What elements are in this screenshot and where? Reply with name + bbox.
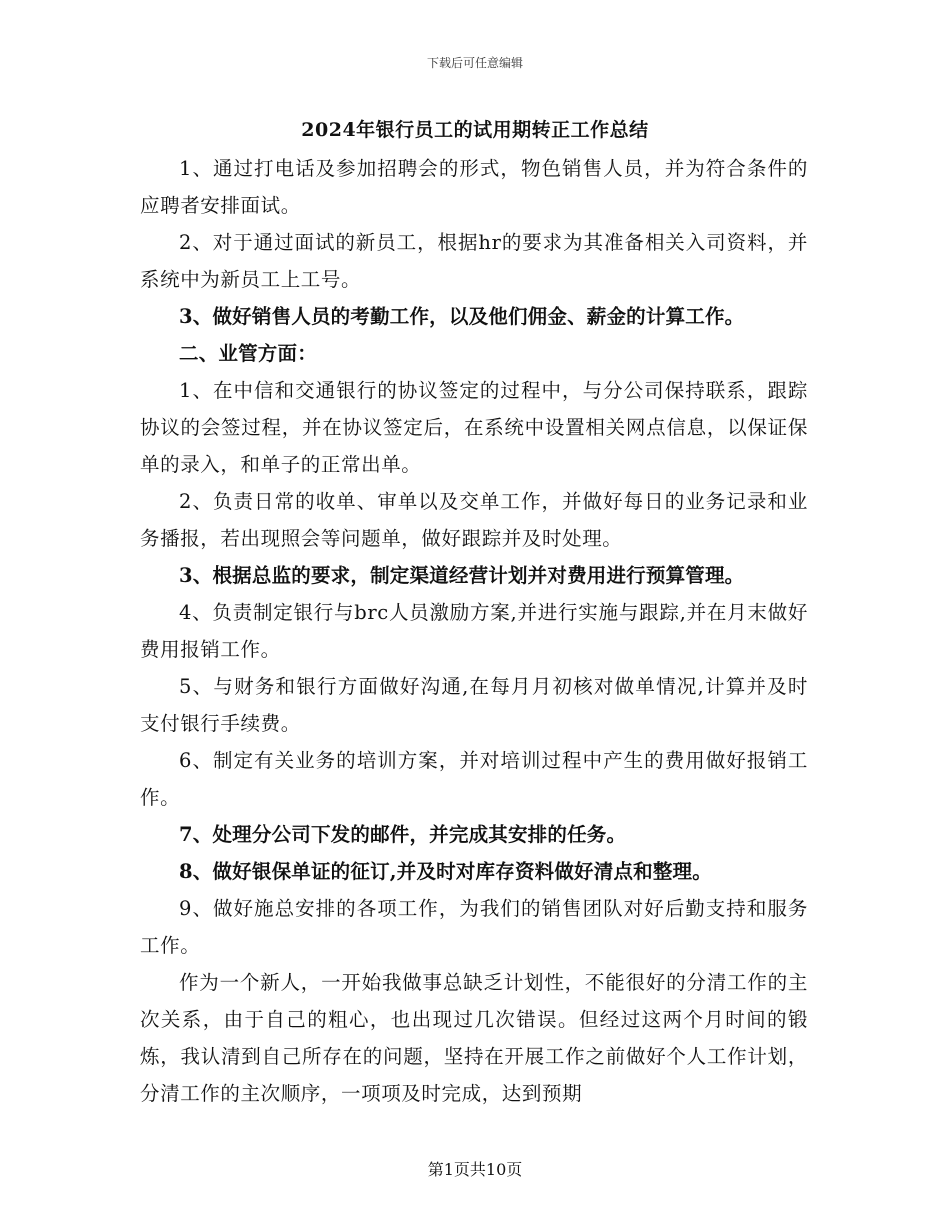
paragraph: 4、负责制定银行与brc人员激励方案,并进行实施与跟踪,并在月末做好费用报销工作。: [140, 601, 808, 661]
paragraph: 7、处理分公司下发的邮件，并完成其安排的任务。: [179, 823, 627, 846]
paragraph: 6、制定有关业务的培训方案，并对培训过程中产生的费用做好报销工作。: [140, 749, 808, 809]
paragraph: 8、做好银保单证的征订,并及时对库存资料做好清点和整理。: [179, 860, 712, 883]
paragraph: 5、与财务和银行方面做好沟通,在每月月初核对做单情况,计算并及时支付银行手续费。: [140, 675, 808, 735]
document-body: [140, 150, 808, 1112]
paragraph: 3、根据总监的要求，制定渠道经营计划并对费用进行预算管理。: [179, 564, 745, 587]
paragraph: 3、做好销售人员的考勤工作，以及他们佣金、薪金的计算工作。: [179, 305, 745, 328]
paragraph: 2、对于通过面试的新员工，根据hr的要求为其准备相关入司资料，并系统中为新员工上工号。: [140, 231, 808, 291]
page-number: 第1页共10页: [427, 1160, 523, 1179]
document-title: 2024年银行员工的试用期转正工作总结: [301, 119, 649, 141]
paragraph: 9、做好施总安排的各项工作，为我们的销售团队对好后勤支持和服务工作。: [140, 897, 808, 957]
paragraph: 作为一个新人，一开始我做事总缺乏计划性，不能很好的分清工作的主次关系，由于自己的粗心，也出现过几次错误。但经过这两个月时间的锻炼，我认清到自己所存在的问题，坚持在开展工作之前做好个人工作计划，分清工作的主次顺序，一项项及时完成，达到预期: [140, 971, 808, 1105]
paragraph: 2、负责日常的收单、审单以及交单工作，并做好每日的业务记录和业务播报，若出现照会等问题单，做好跟踪并及时处理。: [140, 490, 808, 550]
header-note: 下载后可任意编辑: [426, 56, 523, 70]
section-heading: 二、业管方面：: [179, 342, 317, 365]
paragraph: 1、通过打电话及参加招聘会的形式，物色销售人员，并为符合条件的应聘者安排面试。: [140, 157, 808, 217]
paragraph: 1、在中信和交通银行的协议签定的过程中，与分公司保持联系，跟踪协议的会签过程，并在协议签定后，在系统中设置相关网点信息，以保证保单的录入，和单子的正常出单。: [140, 379, 808, 476]
